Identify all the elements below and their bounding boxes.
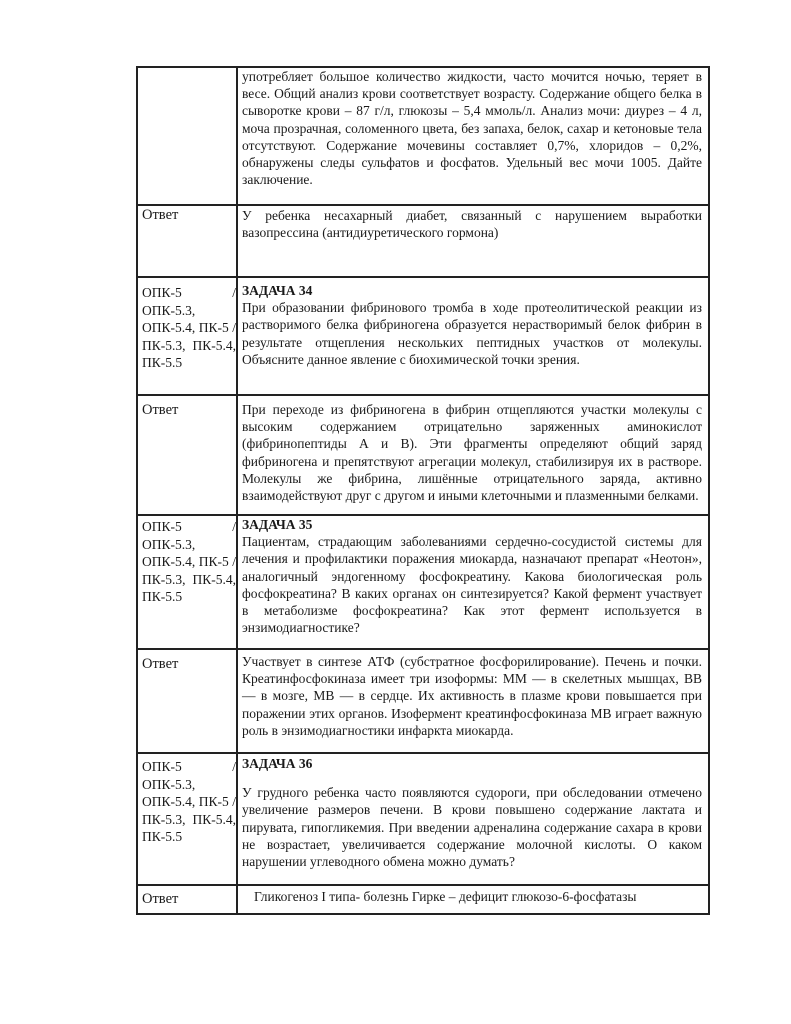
task-text-paragraph: употребляет большое количество жидкости, часто мочится ночью, теряет в весе. Общий анализ крови соответствует возрасту. Содержание общего белка в сыворотке крови – 87 г/л, глюкозы – 5,4 ммоль/л. Анализ мочи: диурез – 4 л, моча прозрачная, соломенного цвета, без запаха, белок, сахар и кетоновые тела отсутствуют. Содержание мочевины составляет 0,7%, хлоридов – 0,2%, обнаружены следы сульфатов и фосфатов. Удельный вес мочи 1005. Дайте заключение. <box>242 69 702 188</box>
answer-label: Ответ <box>142 656 179 672</box>
table-row <box>136 752 710 884</box>
table-row <box>136 884 710 913</box>
task-text <box>242 68 702 188</box>
task-title: ЗАДАЧА 35 <box>242 517 313 532</box>
competency-codes: ОПК-5 /ОПК-5.3, ОПК-5.4, ПК-5 /ПК-5.3, ПК-5.4, ПК-5.5 <box>142 519 236 604</box>
answer-text-paragraph: Участвует в синтезе АТФ (субстратное фосфорилирование). Печень и почки. Креатинфосфокиназа имеет три изоформы: MM — в скелетных мышцах, BB — в мозге, MB — в сердце. Их активность в плазме крови повышается при поражении этих органов. Изофермент креатинфосфокиназа MB играет важную роль в энзимодиагностики инфаркта миокарда. <box>242 654 702 738</box>
task-content <box>242 282 702 368</box>
table-row <box>136 514 710 648</box>
answer-label: Ответ <box>142 402 179 418</box>
task-title: ЗАДАЧА 36 <box>242 756 313 771</box>
answer-text <box>242 207 702 241</box>
table-row <box>136 394 710 514</box>
row-divider <box>136 913 710 915</box>
answer-text <box>242 653 702 739</box>
answer-label: Ответ <box>142 207 179 223</box>
competency-codes: ОПК-5 /ОПК-5.3, ОПК-5.4, ПК-5 /ПК-5.3, ПК-5.4, ПК-5.5 <box>142 759 236 844</box>
table-row <box>136 66 710 204</box>
task-title: ЗАДАЧА 34 <box>242 283 313 298</box>
answer-text-paragraph: У ребенка несахарный диабет, связанный с нарушением выработки вазопрессина (антидиуретического гормона) <box>242 208 702 241</box>
task-text-paragraph: Пациентам, страдающим заболеваниями сердечно-сосудистой системы для лечения и профилактики поражения миокарда, назначают препарат «Неотон», аналогичный эндогенному фосфокреатину. Какова биологическая роль фосфокреатина? В каких органах он синтезируется? Какой фермент участвует в метаболизме фосфокреатина? Как этот фермент используется в энзимодиагностике? <box>242 534 702 636</box>
answer-label: Ответ <box>142 891 179 907</box>
answer-text-paragraph: При переходе из фибриногена в фибрин отщепляются участки молекулы с высоким содержанием отрицательно заряженных аминокислот (фибринопептиды А и В). Эти фрагменты определяют общий заряд фибриногена и препятствуют агрегации молекул, стабилизируя их в растворе. Молекулы же фибрина, лишённые отрицательного заряда, активно взаимодействуют друг с другом и иными клеточными и плазменными белками. <box>242 402 702 504</box>
table-row <box>136 204 710 276</box>
answer-text <box>242 401 702 504</box>
task-text-paragraph: У грудного ребенка часто появляются судороги, при обследовании отмечено увеличение размеров печени. В крови повышено содержание лактата и пирувата, гипогликемия. При введении адреналина содержание сахара в крови не возрастает, увеличивается содержание молочной кислоты. О каком нарушении углеводного обмена можно думать? <box>242 785 702 870</box>
task-content <box>242 755 702 870</box>
table-row <box>136 648 710 752</box>
table-row <box>136 276 710 394</box>
task-text-paragraph: При образовании фибринового тромба в ходе протеолитической реакции из растворимого белка фибриногена образуется нерастворимый белок фибрин в результате отщепления нескольких пептидных участков от молекулы. Объясните данное явление с биохимической точки зрения. <box>242 300 702 367</box>
competency-codes: ОПК-5 /ОПК-5.3, ОПК-5.4, ПК-5 /ПК-5.3, ПК-5.4, ПК-5.5 <box>142 285 236 370</box>
answer-text-paragraph: Гликогеноз I типа- болезнь Гирке – дефицит глюкозо-6-фосфатазы <box>254 889 637 904</box>
answer-text <box>254 888 714 905</box>
task-content <box>242 516 702 636</box>
